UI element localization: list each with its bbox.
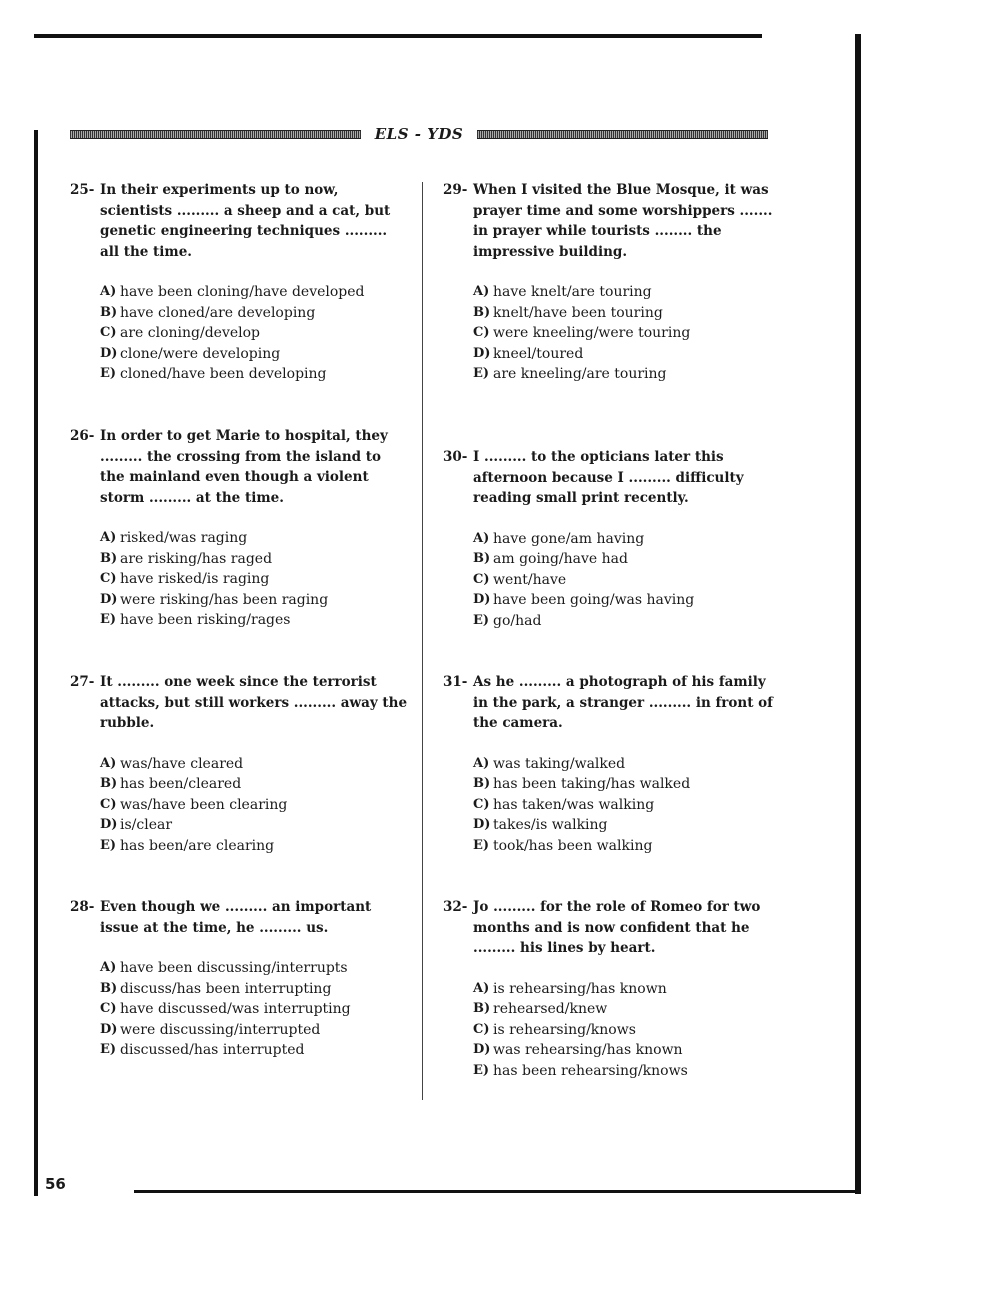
option-d[interactable]: D) were discussing/interrupted	[100, 1021, 321, 1038]
question-stem: When I visited the Blue Mosque, it was prayer time and some worshippers ....... in prayer while tourists ........ the impressive building.	[473, 182, 773, 260]
question-stem: In order to get Marie to hospital, they ......... the crossing from the island to the mainland even though a violent storm ......... at the time.	[100, 428, 388, 506]
question-number: 27-	[70, 674, 95, 690]
question-number: 30-	[443, 449, 468, 465]
option-a[interactable]: A) is rehearsing/has known	[473, 980, 667, 997]
option-b[interactable]: B) knelt/have been touring	[473, 304, 663, 321]
option-a[interactable]: A) have gone/am having	[473, 530, 645, 547]
option-e[interactable]: E) go/had	[473, 612, 542, 629]
option-c[interactable]: C) is rehearsing/knows	[473, 1021, 636, 1038]
question-number: 29-	[443, 182, 468, 198]
option-c[interactable]: C) are cloning/develop	[100, 325, 261, 341]
option-c[interactable]: C) has taken/was walking	[473, 796, 655, 813]
question-number: 25-	[70, 182, 95, 198]
header-bar-right	[477, 130, 768, 139]
option-d[interactable]: D) is/clear	[100, 817, 173, 833]
option-a[interactable]: A) risked/was raging	[100, 530, 248, 546]
option-d[interactable]: D) takes/is walking	[473, 817, 608, 833]
option-b[interactable]: B) are risking/has raged	[100, 550, 273, 567]
option-e[interactable]: E) has been/are clearing	[100, 837, 275, 854]
option-list	[100, 282, 410, 385]
bottom-rule	[134, 1190, 861, 1193]
option-c[interactable]: C) went/have	[473, 571, 567, 588]
option-e[interactable]: E) took/has been walking	[473, 837, 653, 854]
right-rule	[855, 34, 861, 1194]
option-list	[473, 979, 783, 1082]
question-25	[70, 180, 410, 385]
option-b[interactable]: B) has been/cleared	[100, 776, 242, 792]
question-26	[70, 426, 410, 631]
page-title: ELS - YDS	[374, 125, 464, 143]
option-d[interactable]: D) clone/were developing	[100, 345, 281, 362]
option-list	[100, 754, 410, 857]
question-stem: Jo ......... for the role of Romeo for two months and is now confident that he ......... his lines by heart.	[473, 899, 761, 956]
option-list	[473, 282, 783, 385]
option-e[interactable]: E) cloned/have been developing	[100, 366, 327, 382]
question-number: 28-	[70, 899, 95, 915]
option-a[interactable]: A) was/have cleared	[100, 755, 244, 772]
option-e[interactable]: E) discussed/has interrupted	[100, 1042, 305, 1058]
page-header	[70, 122, 768, 146]
question-number: 31-	[443, 674, 468, 690]
option-a[interactable]: A) have knelt/are touring	[473, 284, 652, 300]
option-list	[100, 958, 410, 1061]
option-b[interactable]: B) have cloned/are developing	[100, 304, 316, 321]
question-stem: As he ......... a photograph of his family in the park, a stranger ......... in front of the camera.	[473, 674, 773, 731]
question-number: 26-	[70, 428, 95, 444]
column-divider	[422, 182, 423, 1100]
option-a[interactable]: A) have been cloning/have developed	[100, 284, 365, 300]
question-stem: In their experiments up to now, scientists ......... a sheep and a cat, but genetic engineering techniques ......... all the time.	[100, 182, 391, 260]
option-d[interactable]: D) was rehearsing/has known	[473, 1042, 683, 1058]
option-list	[100, 528, 410, 631]
option-b[interactable]: B) discuss/has been interrupting	[100, 980, 332, 997]
option-d[interactable]: D) were risking/has been raging	[100, 591, 329, 608]
question-stem: It ......... one week since the terrorist attacks, but still workers ......... away the rubble.	[100, 674, 408, 731]
option-e[interactable]: E) have been risking/rages	[100, 612, 291, 628]
option-list	[473, 529, 783, 632]
option-d[interactable]: D) kneel/toured	[473, 345, 584, 362]
question-30	[443, 447, 783, 631]
header-bar-left	[70, 130, 361, 139]
question-32	[443, 897, 783, 1081]
option-list	[473, 754, 783, 857]
option-e[interactable]: E) are kneeling/are touring	[473, 366, 667, 382]
left-rule	[34, 130, 38, 1196]
option-b[interactable]: B) am going/have had	[473, 551, 628, 567]
option-e[interactable]: E) has been rehearsing/knows	[473, 1062, 688, 1079]
question-31	[443, 672, 783, 856]
question-stem: Even though we ......... an important issue at the time, he ......... us.	[100, 899, 372, 936]
option-c[interactable]: C) have risked/is raging	[100, 571, 270, 587]
question-27	[70, 672, 410, 856]
option-a[interactable]: A) was taking/walked	[473, 755, 626, 772]
top-rule	[34, 34, 762, 38]
option-b[interactable]: B) has been taking/has walked	[473, 776, 691, 792]
question-stem: I ......... to the opticians later this afternoon because I ......... difficulty reading small print recently.	[473, 449, 744, 506]
question-number: 32-	[443, 899, 468, 915]
option-a[interactable]: A) have been discussing/interrupts	[100, 960, 348, 976]
option-d[interactable]: D) have been going/was having	[473, 592, 695, 608]
page-number: 56	[45, 1175, 66, 1193]
option-b[interactable]: B) rehearsed/knew	[473, 1001, 608, 1017]
question-29	[443, 180, 783, 385]
option-c[interactable]: C) was/have been clearing	[100, 796, 288, 813]
option-c[interactable]: C) were kneeling/were touring	[473, 325, 691, 341]
question-28	[70, 897, 410, 1061]
option-c[interactable]: C) have discussed/was interrupting	[100, 1001, 351, 1017]
